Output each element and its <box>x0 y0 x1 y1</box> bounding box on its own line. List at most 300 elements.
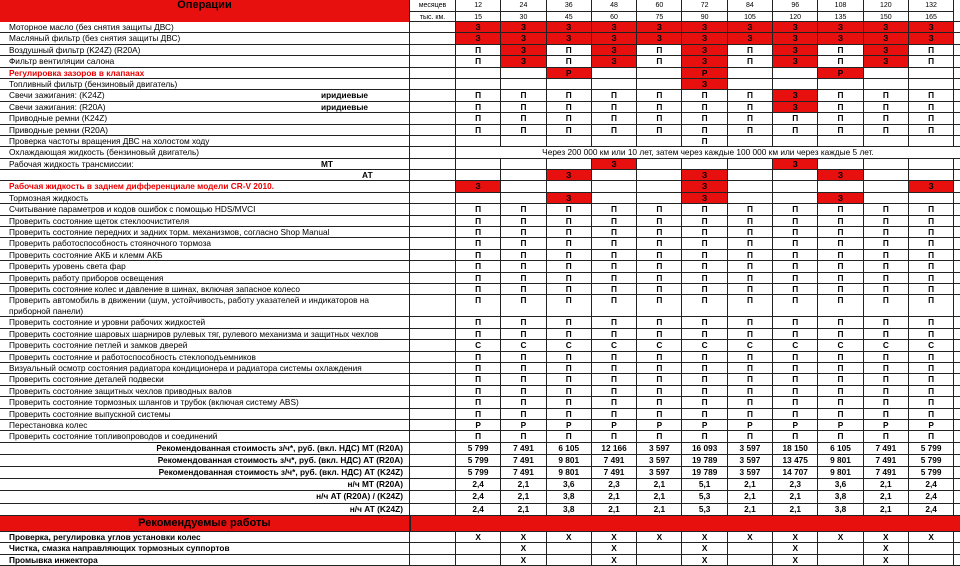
schedule-cell <box>728 68 773 78</box>
operation-text: Проверка, регулировка углов установки колес <box>9 531 201 542</box>
schedule-cell: П <box>592 216 637 226</box>
schedule-cell <box>909 159 954 169</box>
schedule-cell: П <box>637 363 682 373</box>
table-row <box>0 491 960 503</box>
schedule-cell: С <box>728 340 773 350</box>
schedule-cell: 2,1 <box>501 504 546 515</box>
operation-text: Проверить состояние и уровни рабочих жидкостей <box>9 317 206 328</box>
schedule-cell: П <box>728 56 773 66</box>
schedule-cell: П <box>456 250 501 260</box>
schedule-cell: П <box>909 363 954 373</box>
schedule-cell: П <box>818 397 863 407</box>
units-cell <box>410 363 456 373</box>
table-row <box>0 147 960 158</box>
operation-text: Приводные ремни (R20A) <box>9 124 108 135</box>
operation-text: Тормозная жидкость <box>9 192 89 203</box>
schedule-cell: П <box>501 273 546 283</box>
units-cell <box>410 136 456 146</box>
operation-label <box>0 420 410 430</box>
schedule-cell: П <box>864 250 909 260</box>
operation-label <box>0 147 410 157</box>
schedule-cell <box>456 170 501 180</box>
table-row <box>0 227 960 238</box>
operation-text: Проверить состояние тормозных шлангов и трубок (включая систему ABS) <box>9 397 299 408</box>
schedule-cell: П <box>592 227 637 237</box>
interval-months: 24 <box>501 0 545 12</box>
schedule-cell: П <box>818 363 863 373</box>
operation-label <box>0 204 410 214</box>
schedule-cell <box>456 543 501 553</box>
schedule-cell: П <box>592 204 637 214</box>
schedule-cell: 2,1 <box>637 479 682 490</box>
schedule-cell <box>456 555 501 565</box>
table-row <box>0 56 960 67</box>
schedule-cell: З <box>773 56 818 66</box>
schedule-cell <box>864 181 909 191</box>
operation-text: Приводные ремни (K24Z) <box>9 113 108 124</box>
schedule-cell: П <box>818 261 863 271</box>
table-row <box>0 102 960 113</box>
schedule-cell: П <box>501 113 546 123</box>
schedule-cell: П <box>909 227 954 237</box>
schedule-cell: П <box>456 409 501 419</box>
units-cell <box>410 532 456 542</box>
schedule-cell: З <box>592 56 637 66</box>
schedule-cell: П <box>909 238 954 248</box>
schedule-cell: П <box>547 204 592 214</box>
units-cell <box>410 159 456 169</box>
operation-label <box>0 136 410 146</box>
schedule-cell: П <box>864 90 909 100</box>
schedule-cell: П <box>456 45 501 55</box>
schedule-cell: Х <box>501 555 546 565</box>
schedule-cell: З <box>909 22 954 32</box>
table-row <box>0 45 960 56</box>
schedule-cell: П <box>637 216 682 226</box>
schedule-cell <box>637 159 682 169</box>
schedule-cell: П <box>818 238 863 248</box>
schedule-cell: П <box>728 363 773 373</box>
schedule-cell: Х <box>864 543 909 553</box>
schedule-cell: П <box>682 352 727 362</box>
schedule-cell: П <box>592 295 637 316</box>
recommended-title: Рекомендуемые работы <box>0 516 410 531</box>
schedule-cell: З <box>682 56 727 66</box>
schedule-cell <box>501 181 546 191</box>
schedule-cell: П <box>456 216 501 226</box>
schedule-cell: П <box>728 216 773 226</box>
schedule-cell: Х <box>592 532 637 542</box>
schedule-cell: 2,1 <box>637 504 682 515</box>
schedule-cell: П <box>456 90 501 100</box>
schedule-cell: П <box>501 261 546 271</box>
schedule-cell: П <box>682 113 727 123</box>
operation-text: Проверить состояние деталей подвески <box>9 374 164 385</box>
schedule-cell: П <box>728 431 773 441</box>
table-row <box>0 204 960 215</box>
schedule-cell <box>456 193 501 203</box>
units-cell <box>410 204 456 214</box>
schedule-cell: П <box>818 102 863 112</box>
schedule-cell: П <box>592 261 637 271</box>
schedule-cell: П <box>547 317 592 327</box>
schedule-cell: П <box>864 295 909 316</box>
schedule-cell: П <box>773 386 818 396</box>
interval-column <box>456 0 501 21</box>
schedule-cell: З <box>456 22 501 32</box>
schedule-cell: 3,8 <box>547 491 592 502</box>
operation-label <box>0 363 410 373</box>
operation-text: Проверить автомобиль в движении (шум, устойчивость, работу указателей и индикаторов на приборной панели) <box>9 295 370 316</box>
table-row <box>0 352 960 363</box>
schedule-cell: 2,4 <box>909 479 954 490</box>
schedule-cell: З <box>909 33 954 43</box>
schedule-cell: П <box>728 317 773 327</box>
schedule-cell: П <box>682 273 727 283</box>
table-row <box>0 374 960 385</box>
schedule-cell: П <box>818 56 863 66</box>
schedule-cell: П <box>456 374 501 384</box>
schedule-cell: П <box>728 238 773 248</box>
schedule-cell <box>773 181 818 191</box>
schedule-cell: 5,3 <box>682 491 727 502</box>
schedule-cell: П <box>682 136 727 146</box>
schedule-cell: Х <box>773 532 818 542</box>
operation-label <box>0 238 410 248</box>
schedule-cell <box>864 170 909 180</box>
schedule-cell: П <box>864 374 909 384</box>
schedule-cell: П <box>456 273 501 283</box>
schedule-cell <box>501 159 546 169</box>
schedule-cell: П <box>728 204 773 214</box>
schedule-cell: 13 475 <box>773 455 818 466</box>
schedule-cell: П <box>864 261 909 271</box>
interval-km: 150 <box>879 14 892 21</box>
operation-label <box>0 374 410 384</box>
interval-km: 30 <box>519 14 528 21</box>
operation-label <box>0 467 410 478</box>
operation-label <box>0 22 410 32</box>
schedule-cell: П <box>501 125 546 135</box>
operation-text: Проверить состояние защитных чехлов приводных валов <box>9 385 232 396</box>
schedule-cell: П <box>501 102 546 112</box>
units-cell <box>410 409 456 419</box>
table-row <box>0 340 960 351</box>
operation-label <box>0 284 410 294</box>
schedule-cell <box>456 79 501 89</box>
schedule-cell: 2,4 <box>456 479 501 490</box>
units-cell <box>410 170 456 180</box>
schedule-cell: Х <box>592 555 637 565</box>
schedule-cell: З <box>456 33 501 43</box>
schedule-cell: 5 799 <box>909 443 954 454</box>
schedule-cell: П <box>592 284 637 294</box>
schedule-cell: 3,8 <box>818 504 863 515</box>
schedule-cell: П <box>637 273 682 283</box>
schedule-cell: П <box>456 352 501 362</box>
schedule-cell: П <box>818 284 863 294</box>
table-row <box>0 125 960 136</box>
schedule-cell: 3 597 <box>637 443 682 454</box>
schedule-cell: П <box>818 317 863 327</box>
schedule-cell: П <box>909 317 954 327</box>
units-cell <box>410 397 456 407</box>
schedule-cell: 7 491 <box>501 455 546 466</box>
schedule-cell: З <box>682 181 727 191</box>
operation-label <box>0 216 410 226</box>
schedule-cell: П <box>818 45 863 55</box>
operation-label <box>0 431 410 441</box>
operation-label <box>0 543 410 553</box>
schedule-cell: 14 707 <box>773 467 818 478</box>
units-cell <box>410 250 456 260</box>
schedule-cell <box>818 555 863 565</box>
schedule-cell: П <box>728 397 773 407</box>
schedule-cell: З <box>728 22 773 32</box>
schedule-cell: П <box>682 204 727 214</box>
operation-text: Свечи зажигания: (K24Z) <box>9 90 105 101</box>
operation-label <box>0 68 410 78</box>
recommended-header <box>0 516 960 532</box>
schedule-cell: З <box>456 181 501 191</box>
table-row <box>0 136 960 147</box>
schedule-cell <box>592 181 637 191</box>
schedule-cell: П <box>864 431 909 441</box>
schedule-cell: П <box>864 216 909 226</box>
schedule-cell: З <box>728 33 773 43</box>
schedule-cell: П <box>547 397 592 407</box>
units-cell <box>410 295 456 316</box>
units-cell <box>410 113 456 123</box>
schedule-cell: Х <box>592 543 637 553</box>
operation-text: Чистка, смазка направляющих тормозных суппортов <box>9 543 230 554</box>
operation-label <box>0 329 410 339</box>
table-row <box>0 261 960 272</box>
schedule-cell <box>592 170 637 180</box>
schedule-cell: П <box>909 295 954 316</box>
schedule-cell: П <box>637 352 682 362</box>
operation-label <box>0 125 410 135</box>
schedule-cell: П <box>637 284 682 294</box>
schedule-cell: П <box>818 204 863 214</box>
schedule-cell: 7 491 <box>501 443 546 454</box>
schedule-cell: 2,4 <box>909 491 954 502</box>
schedule-cell: П <box>773 363 818 373</box>
schedule-cell: П <box>547 374 592 384</box>
table-row <box>0 532 960 543</box>
schedule-cell: Р <box>909 420 954 430</box>
schedule-cell: П <box>864 102 909 112</box>
schedule-cell: Р <box>501 420 546 430</box>
schedule-cell: П <box>818 113 863 123</box>
schedule-cell: С <box>818 340 863 350</box>
schedule-cell: П <box>864 238 909 248</box>
schedule-cell: 3,6 <box>818 479 863 490</box>
schedule-cell: П <box>501 352 546 362</box>
operation-text: н/ч АТ (K24Z) <box>349 503 403 514</box>
schedule-cell: П <box>909 409 954 419</box>
schedule-cell <box>818 159 863 169</box>
schedule-cell: 2,3 <box>592 479 637 490</box>
schedule-cell: 9 801 <box>547 455 592 466</box>
schedule-cell: П <box>456 363 501 373</box>
schedule-cell: П <box>547 363 592 373</box>
schedule-cell: Х <box>547 532 592 542</box>
interval-months: 12 <box>456 0 500 12</box>
schedule-cell: 3,8 <box>547 504 592 515</box>
operation-label <box>0 295 410 316</box>
table-row <box>0 238 960 249</box>
schedule-cell: П <box>592 386 637 396</box>
interval-months: 60 <box>637 0 681 12</box>
schedule-cell: П <box>728 329 773 339</box>
schedule-cell: П <box>818 273 863 283</box>
units-cell <box>410 443 456 454</box>
schedule-cell: З <box>547 170 592 180</box>
schedule-cell <box>501 193 546 203</box>
schedule-cell: П <box>637 227 682 237</box>
table-row <box>0 22 960 33</box>
schedule-cell: П <box>456 261 501 271</box>
schedule-cell: П <box>501 284 546 294</box>
schedule-cell: П <box>547 284 592 294</box>
units-cell <box>410 284 456 294</box>
schedule-cell <box>728 136 773 146</box>
schedule-cell: П <box>682 363 727 373</box>
schedule-cell: П <box>456 204 501 214</box>
schedule-cell: П <box>909 397 954 407</box>
operation-text: Проверка частоты вращения ДВС на холостом ходу <box>9 135 210 146</box>
schedule-cell: З <box>547 22 592 32</box>
schedule-cell: 2,1 <box>773 504 818 515</box>
schedule-cell: 16 093 <box>682 443 727 454</box>
interval-column <box>818 0 863 21</box>
schedule-cell: П <box>864 317 909 327</box>
schedule-cell <box>592 136 637 146</box>
schedule-cell: П <box>682 317 727 327</box>
schedule-cell: 2,1 <box>728 504 773 515</box>
schedule-cell: З <box>818 170 863 180</box>
schedule-cell: 2,1 <box>501 479 546 490</box>
schedule-cell: С <box>456 340 501 350</box>
schedule-cell: П <box>592 431 637 441</box>
schedule-cell: П <box>864 125 909 135</box>
schedule-cell <box>773 79 818 89</box>
operation-text: Проверить состояние шаровых шарниров рулевых тяг, рулевого механизма и защитных чехлов <box>9 328 379 339</box>
schedule-cell: 7 491 <box>592 455 637 466</box>
schedule-cell: П <box>456 227 501 237</box>
schedule-cell: Р <box>456 420 501 430</box>
schedule-cell: П <box>637 317 682 327</box>
schedule-cell: 5,3 <box>682 504 727 515</box>
operation-text: Проверить работу приборов освещения <box>9 272 164 283</box>
units-cell <box>410 467 456 478</box>
operation-label <box>0 386 410 396</box>
table-row <box>0 273 960 284</box>
schedule-cell: П <box>456 317 501 327</box>
operation-text: Топливный фильтр (бензиновый двигатель) <box>9 78 178 89</box>
schedule-cell <box>864 79 909 89</box>
schedule-cell: П <box>682 216 727 226</box>
schedule-cell: 5 799 <box>909 455 954 466</box>
operation-text: Проверить работоспособность стояночного тормоза <box>9 238 212 249</box>
table-row <box>0 443 960 455</box>
table-row <box>0 113 960 124</box>
units-cell <box>410 56 456 66</box>
schedule-cell: П <box>909 261 954 271</box>
schedule-cell: П <box>637 374 682 384</box>
schedule-cell: П <box>456 284 501 294</box>
schedule-cell: П <box>592 317 637 327</box>
schedule-cell: З <box>773 90 818 100</box>
schedule-cell: П <box>818 409 863 419</box>
units-cell <box>410 340 456 350</box>
schedule-cell: П <box>592 125 637 135</box>
units-cell <box>410 455 456 466</box>
schedule-cell: П <box>637 238 682 248</box>
schedule-cell: П <box>818 329 863 339</box>
operation-text: Рабочая жидкость в заднем дифференциале модели CR-V 2010. <box>9 181 275 192</box>
schedule-cell: П <box>864 329 909 339</box>
table-row <box>0 170 960 181</box>
table-row <box>0 159 960 170</box>
schedule-cell: Х <box>864 555 909 565</box>
operation-text: Проверить состояние топливопроводов и соединений <box>9 431 218 442</box>
schedule-cell <box>818 543 863 553</box>
units-cell <box>410 33 456 43</box>
schedule-cell: 9 801 <box>818 455 863 466</box>
schedule-cell: П <box>682 431 727 441</box>
interval-column <box>773 0 818 21</box>
schedule-cell: З <box>864 22 909 32</box>
schedule-cell: П <box>682 102 727 112</box>
schedule-cell: П <box>592 273 637 283</box>
schedule-cell: П <box>818 295 863 316</box>
schedule-cell: З <box>864 45 909 55</box>
schedule-cell: П <box>547 329 592 339</box>
operation-label <box>0 352 410 362</box>
schedule-cell <box>501 136 546 146</box>
schedule-cell: П <box>909 216 954 226</box>
operation-label <box>0 409 410 419</box>
interval-km: 105 <box>744 14 756 21</box>
schedule-cell: П <box>682 329 727 339</box>
schedule-cell: П <box>637 261 682 271</box>
table-row <box>0 216 960 227</box>
schedule-cell: 5 799 <box>456 455 501 466</box>
schedule-cell: П <box>773 284 818 294</box>
schedule-cell: П <box>728 125 773 135</box>
schedule-cell: С <box>547 340 592 350</box>
table-row <box>0 543 960 554</box>
schedule-cell: 2,1 <box>864 504 909 515</box>
schedule-cell: П <box>456 295 501 316</box>
schedule-cell: З <box>682 45 727 55</box>
schedule-cell: П <box>818 216 863 226</box>
table-row <box>0 386 960 397</box>
units-cell <box>410 555 456 565</box>
schedule-cell: 2,4 <box>909 504 954 515</box>
schedule-cell: П <box>818 250 863 260</box>
table-row <box>0 284 960 295</box>
schedule-cell: П <box>773 216 818 226</box>
schedule-cell: П <box>909 90 954 100</box>
schedule-cell: 5 799 <box>456 467 501 478</box>
header-units <box>410 0 456 21</box>
schedule-cell: 3 597 <box>637 455 682 466</box>
schedule-cell <box>909 79 954 89</box>
schedule-cell: П <box>592 102 637 112</box>
